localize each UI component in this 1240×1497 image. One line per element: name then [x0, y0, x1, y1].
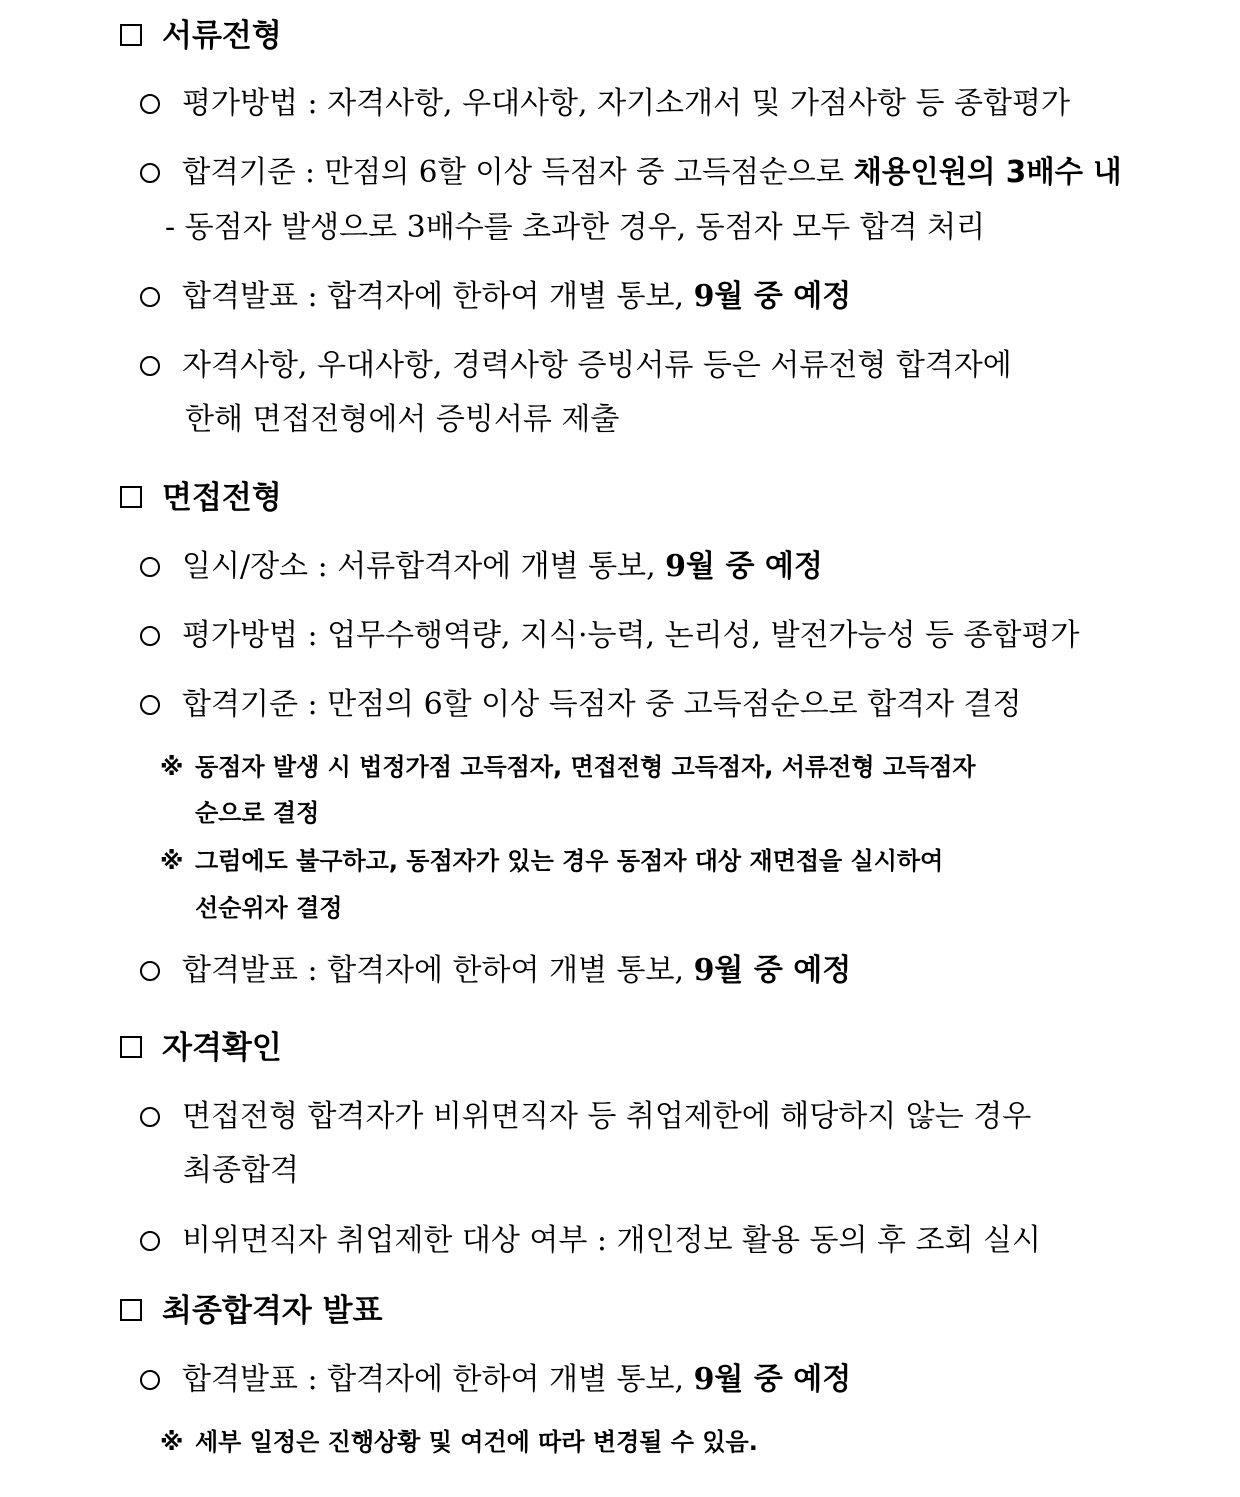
note-continuation: 순으로 결정 [195, 799, 320, 827]
bullet-item: 자격사항, 우대사항, 경력사항 증빙서류 등은 서류전형 합격자에 [0, 346, 1240, 386]
note-continuation: 선순위자 결정 [195, 894, 343, 922]
bullet-item: 면접전형 합격자가 비위면직자 등 취업제한에 해당하지 않는 경우 [0, 1097, 1240, 1137]
square-box-icon [120, 1036, 142, 1058]
section-heading: 자격확인 [120, 1028, 282, 1068]
circle-bullet-icon [140, 626, 160, 646]
circle-bullet-icon [140, 1231, 160, 1251]
note-item: ※ 세부 일정은 진행상황 및 여건에 따라 변경될 수 있음. [160, 1428, 758, 1456]
bullet-item: 비위면직자 취업제한 대상 여부 : 개인정보 활용 동의 후 조회 실시 [0, 1221, 1240, 1261]
square-box-icon [120, 24, 142, 46]
circle-bullet-icon [140, 356, 160, 376]
square-box-icon [120, 1299, 142, 1321]
section-heading: 면접전형 [120, 478, 282, 518]
square-box-icon [120, 486, 142, 508]
section-heading: 최종합격자 발표 [120, 1291, 382, 1331]
circle-bullet-icon [140, 557, 160, 577]
circle-bullet-icon [140, 961, 160, 981]
circle-bullet-icon [140, 695, 160, 715]
bullet-continuation: 최종합격 [183, 1153, 299, 1188]
bullet-item: 합격발표 : 합격자에 한하여 개별 통보, 9월 중 예정 [0, 951, 1240, 991]
bullet-item: 합격발표 : 합격자에 한하여 개별 통보, 9월 중 예정 [0, 1360, 1240, 1400]
circle-bullet-icon [140, 1107, 160, 1127]
bullet-item: 합격기준 : 만점의 6할 이상 득점자 중 고득점순으로 채용인원의 3배수 내 [0, 153, 1240, 193]
note-item: ※ 동점자 발생 시 법정가점 고득점자, 면접전형 고득점자, 서류전형 고득점자 [160, 753, 976, 781]
circle-bullet-icon [140, 94, 160, 114]
section-heading: 서류전형 [120, 16, 282, 56]
sub-item: - 동점자 발생으로 3배수를 초과한 경우, 동점자 모두 합격 처리 [165, 210, 986, 245]
note-item: ※ 그럼에도 불구하고, 동점자가 있는 경우 동점자 대상 재면접을 실시하여 [160, 847, 944, 875]
bullet-item: 합격발표 : 합격자에 한하여 개별 통보, 9월 중 예정 [0, 277, 1240, 317]
circle-bullet-icon [140, 1370, 160, 1390]
bullet-item: 평가방법 : 업무수행역량, 지식·능력, 논리성, 발전가능성 등 종합평가 [0, 616, 1240, 656]
bullet-item: 일시/장소 : 서류합격자에 개별 통보, 9월 중 예정 [0, 547, 1240, 587]
bullet-item: 합격기준 : 만점의 6할 이상 득점자 중 고득점순으로 합격자 결정 [0, 685, 1240, 725]
circle-bullet-icon [140, 287, 160, 307]
bullet-item: 평가방법 : 자격사항, 우대사항, 자기소개서 및 가점사항 등 종합평가 [0, 84, 1240, 124]
circle-bullet-icon [140, 163, 160, 183]
bullet-continuation: 한해 면접전형에서 증빙서류 제출 [185, 402, 620, 437]
